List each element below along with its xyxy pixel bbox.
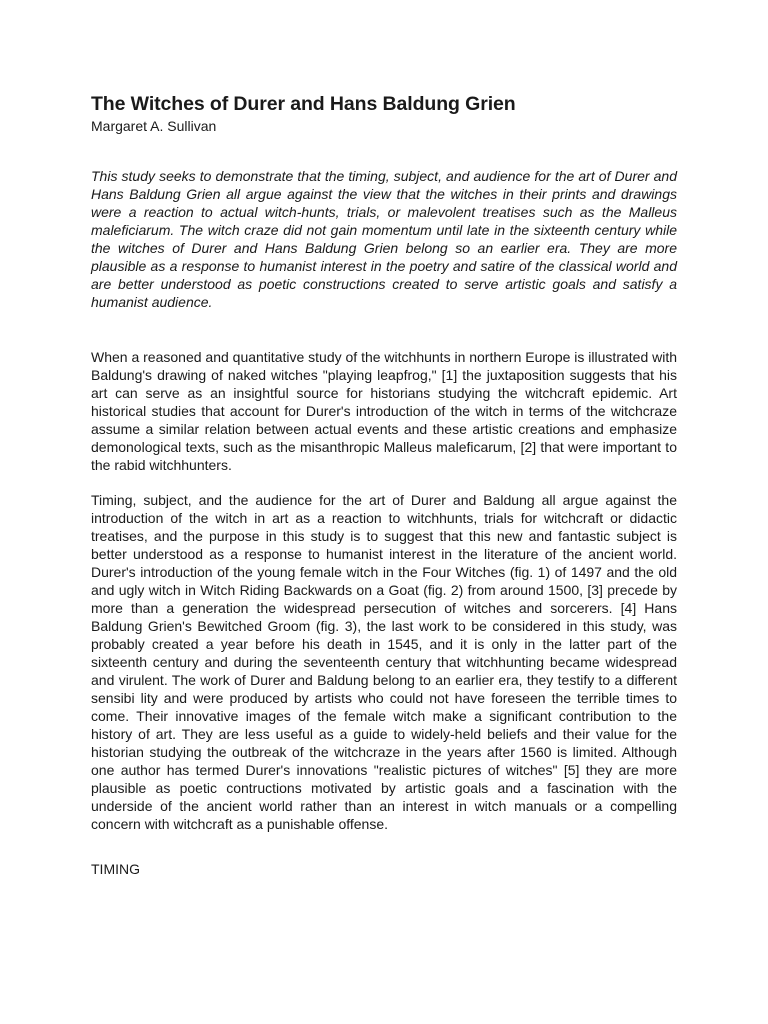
document-page <box>91 92 677 878</box>
document-title: The Witches of Durer and Hans Baldung Grien <box>91 93 516 115</box>
body-paragraph-2: Timing, subject, and the audience for the art of Durer and Baldung all argue against the introduction of the witch in art as a reaction to witchhunts, trials for witchcraft or didactic treatises, and the purpose in this study is to suggest that this new and fantastic subject is better understood as a response to humanist interest in the literature of the ancient world. Durer's introduction of the young female witch in the Four Witches (fig. 1) of 1497 and the old and ugly witch in Witch Riding Backwards on a Goat (fig. 2) from around 1500, [3] precede by more than a generation the widespread persecution of witches and sorcerers. [4] Hans Baldung Grien's Bewitched Groom (fig. 3), the last work to be considered in this study, was probably created a year before his death in 1545, and it is only in the latter part of the sixteenth century and during the seventeenth century that witchhunting became widespread and virulent. The work of Durer and Baldung belong to an earlier era, they testify to a different sensibi lity and were produced by artists who could not have foreseen the terrible times to come. Their innovative images of the female witch make a significant contribution to the history of art. They are less useful as a guide to widely-held beliefs and their value for the historian studying the outbreak of the witchcraze in the years after 1560 is limited. Although one author has termed Durer's innovations "realistic pictures of witches" [5] they are more plausible as poetic contructions motivated by artistic goals and a fascination with the underside of the ancient world rather than an interest in witch manuals or a compelling concern with witchcraft as a punishable offense. <box>91 492 677 832</box>
document-author: Margaret A. Sullivan <box>91 118 217 134</box>
abstract-paragraph: This study seeks to demonstrate that the timing, subject, and audience for the art of Durer and Hans Baldung Grien all argue against the view that the witches in their prints and drawings were a reaction to actual witch-hunts, trials, or malevolent treatises such as the Malleus maleficiarum. The witch craze did not gain momentum until late in the sixteenth century while the witches of Durer and Hans Baldung Grien belong so an earlier era. They are more plausible as a response to humanist interest in the poetry and satire of the classical world and are better understood as poetic constructions created to serve artistic goals and satisfy a humanist audience. <box>91 168 677 310</box>
section-heading: TIMING <box>91 861 140 877</box>
body-paragraph-1: When a reasoned and quantitative study of the witchhunts in northern Europe is illustrated with Baldung's drawing of naked witches "playing leapfrog," [1] the juxtaposition suggests that his art can serve as an insightful source for historians studying the witchcraft epidemic. Art historical studies that account for Durer's introduction of the witch in terms of the witchcraze assume a similar relation between actual events and these artistic creations and emphasize demonological texts, such as the misanthropic Malleus maleficarum, [2] that were important to the rabid witchhunters. <box>91 349 678 473</box>
